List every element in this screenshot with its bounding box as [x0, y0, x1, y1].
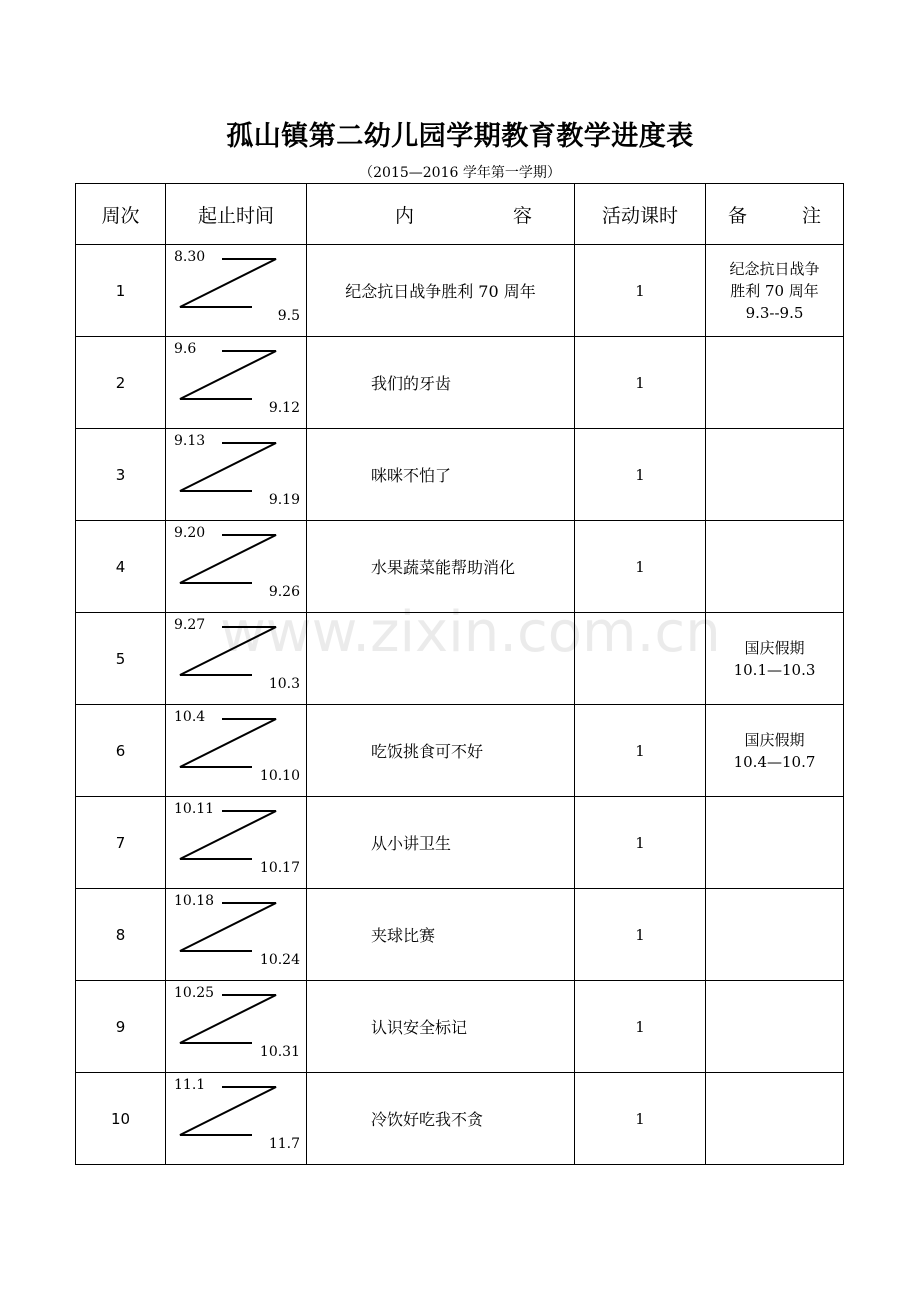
remark-cell	[706, 797, 844, 889]
header-range: 起止时间	[166, 184, 307, 245]
date-range-cell	[166, 797, 307, 889]
range-start-date: 9.27	[174, 617, 206, 633]
activity-hours: 1	[575, 705, 706, 797]
range-start-date: 9.20	[174, 525, 206, 541]
table-row	[76, 521, 844, 613]
header-content-part1: 内	[395, 204, 415, 227]
header-content	[307, 184, 575, 245]
activity-content: 水果蔬菜能帮助消化	[307, 521, 575, 613]
remark-line: 10.4—10.7	[733, 752, 816, 771]
week-number: 9	[76, 981, 166, 1073]
date-range-cell	[166, 521, 307, 613]
week-number: 10	[76, 1073, 166, 1165]
table-row	[76, 429, 844, 521]
range-end-date: 10.31	[259, 1044, 300, 1060]
range-start-date: 10.11	[174, 801, 215, 817]
header-content-part2: 容	[512, 204, 532, 227]
range-end-date: 9.26	[268, 584, 300, 600]
date-range-cell	[166, 245, 307, 337]
header-hours: 活动课时	[575, 184, 706, 245]
header-note-part1: 备	[728, 204, 748, 227]
table-row	[76, 889, 844, 981]
table-row	[76, 1073, 844, 1165]
activity-content: 咪咪不怕了	[307, 429, 575, 521]
date-range-cell	[166, 429, 307, 521]
header-week: 周次	[76, 184, 166, 245]
activity-hours	[575, 613, 706, 705]
table-row	[76, 797, 844, 889]
remark-cell	[706, 981, 844, 1073]
week-number: 6	[76, 705, 166, 797]
remark-line: 国庆假期	[744, 730, 805, 749]
remark-cell	[706, 429, 844, 521]
activity-hours: 1	[575, 429, 706, 521]
remark-line: 9.3--9.5	[745, 303, 804, 322]
remark-cell	[706, 521, 844, 613]
date-range-cell	[166, 981, 307, 1073]
date-range-cell	[166, 889, 307, 981]
remark-cell	[706, 705, 844, 797]
range-end-date: 10.10	[259, 768, 300, 784]
activity-content: 我们的牙齿	[307, 337, 575, 429]
table-row	[76, 337, 844, 429]
activity-hours: 1	[575, 1073, 706, 1165]
table-header-row	[76, 184, 844, 245]
header-note-part2: 注	[801, 204, 821, 227]
activity-content: 冷饮好吃我不贪	[307, 1073, 575, 1165]
range-start-date: 10.18	[174, 893, 215, 909]
range-start-date: 9.6	[174, 341, 197, 357]
date-range-cell	[166, 613, 307, 705]
remark-cell	[706, 1073, 844, 1165]
remark-line: 国庆假期	[744, 638, 805, 657]
watermark: www.zixin.com.cn	[220, 600, 721, 665]
week-number: 8	[76, 889, 166, 981]
range-end-date: 10.17	[259, 860, 300, 876]
activity-content: 从小讲卫生	[307, 797, 575, 889]
date-range-cell	[166, 705, 307, 797]
range-end-date: 11.7	[268, 1136, 300, 1152]
remark-line: 纪念抗日战争	[729, 259, 820, 278]
range-start-date: 11.1	[174, 1077, 206, 1093]
range-start-date: 10.4	[174, 709, 206, 725]
activity-content	[307, 613, 575, 705]
page-subtitle: （2015—2016 学年第一学期）	[359, 165, 561, 181]
activity-hours: 1	[575, 889, 706, 981]
header-note	[706, 184, 844, 245]
activity-hours: 1	[575, 797, 706, 889]
table-row	[76, 245, 844, 337]
activity-content: 夹球比赛	[307, 889, 575, 981]
table-row	[76, 981, 844, 1073]
date-range-cell	[166, 1073, 307, 1165]
remark-line: 10.1—10.3	[733, 660, 816, 679]
range-end-date: 9.12	[268, 400, 300, 416]
remark-cell	[706, 613, 844, 705]
activity-hours: 1	[575, 245, 706, 337]
range-start-date: 10.25	[174, 985, 215, 1001]
week-number: 3	[76, 429, 166, 521]
activity-content: 纪念抗日战争胜利 70 周年	[307, 245, 575, 337]
table-row	[76, 705, 844, 797]
page-title: 孤山镇第二幼儿园学期教育教学进度表	[226, 121, 694, 152]
table-row	[76, 613, 844, 705]
range-start-date: 8.30	[174, 249, 206, 265]
remark-cell	[706, 889, 844, 981]
remark-cell	[706, 245, 844, 337]
range-end-date: 9.5	[277, 308, 300, 324]
schedule-table	[75, 183, 844, 1165]
week-number: 1	[76, 245, 166, 337]
remark-cell	[706, 337, 844, 429]
activity-content: 吃饭挑食可不好	[307, 705, 575, 797]
remark-line: 胜利 70 周年	[730, 281, 819, 300]
week-number: 7	[76, 797, 166, 889]
range-start-date: 9.13	[174, 433, 206, 449]
week-number: 5	[76, 613, 166, 705]
range-end-date: 10.24	[259, 952, 300, 968]
date-range-cell	[166, 337, 307, 429]
week-number: 2	[76, 337, 166, 429]
activity-hours: 1	[575, 337, 706, 429]
week-number: 4	[76, 521, 166, 613]
activity-content: 认识安全标记	[307, 981, 575, 1073]
range-end-date: 10.3	[268, 676, 300, 692]
activity-hours: 1	[575, 981, 706, 1073]
activity-hours: 1	[575, 521, 706, 613]
range-end-date: 9.19	[268, 492, 300, 508]
